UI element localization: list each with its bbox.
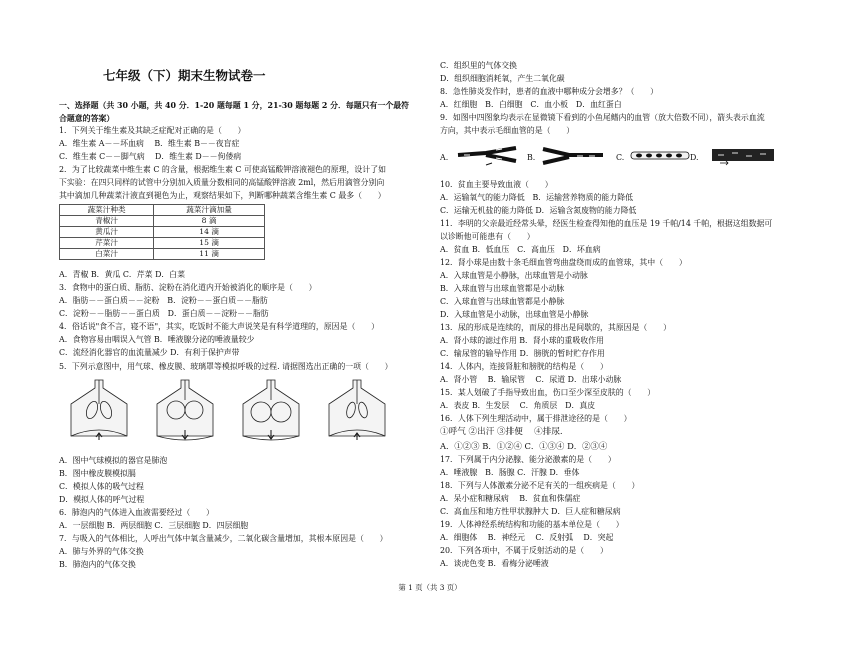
table-row bbox=[60, 216, 265, 227]
q10-options-ab: A．运输氧气的能力降低 B．运输营养物质的能力降低 bbox=[440, 193, 633, 202]
q7-option-d: D．组织细胞消耗氧，产生二氧化碳 bbox=[440, 74, 565, 83]
q4-options-ab: A．食物容易由咽误入气管 B．唾液腺分泌的唾液量较少 bbox=[59, 335, 255, 344]
q14-options: A．肾小管 B．输尿管 C．尿道 D．出球小动脉 bbox=[440, 375, 622, 384]
q13-options-cd: C．输尿管的输导作用 D．膀胱的暂时贮存作用 bbox=[440, 349, 605, 358]
q7-option-c: C．组织里的气体交换 bbox=[440, 61, 518, 70]
section-heading-cont: 合题意的答案） bbox=[59, 114, 115, 123]
blood-vessel-figures bbox=[456, 145, 818, 169]
q5-option-d: D．模拟人体的呼气过程 bbox=[59, 495, 145, 504]
q3-options-ab: A．脂肪－－蛋白质－－淀粉 B．淀粉－－蛋白质－－脂肪 bbox=[59, 296, 268, 305]
q20-option-a: A．谈虎色变 B．看梅分泌唾液 bbox=[440, 559, 549, 568]
question-6: 6．肺泡内的气体进入血液需要经过（ ） bbox=[59, 508, 214, 517]
vessel-image-d bbox=[712, 149, 774, 165]
q11-options: A．贫血 B．低血压 C．高血压 D．坏血病 bbox=[440, 245, 601, 254]
question-13: 13．尿的形成是连续的，而尿的排出是间歇的，其原因是（ ） bbox=[440, 323, 671, 332]
question-7: 7．与吸入的气体相比，人呼出气体中氧含量减少，二氧化碳含量增加，其根本原因是（ ） bbox=[59, 534, 388, 543]
question-19: 19．人体神经系统结构和功能的基本单位是（ ） bbox=[440, 520, 624, 529]
q17-options: A．唾液腺 B．肠腺 C．汗腺 D．垂体 bbox=[440, 468, 580, 477]
question-9-cont: 方向，其中表示毛细血管的是（ ） bbox=[440, 126, 575, 135]
question-9: 9．如图中四图象均表示在显微镜下看到的小鱼尾鳍内的血管（放大倍数不同），箭头表示血流 bbox=[440, 113, 765, 122]
question-1: 1．下列关于维生素及其缺乏症配对正确的是（ ） bbox=[59, 126, 246, 135]
table-cell: 8 滴 bbox=[154, 216, 265, 227]
question-2-cont: 下实验：在四只同样的试管中分别加入质量分数相同的高锰酸钾溶液 2ml，然后用滴管分别向 bbox=[59, 178, 385, 187]
q12-option-c: C．入球血管与出球血管都是小静脉 bbox=[440, 297, 565, 306]
q3-options-cd: C．淀粉－－脂肪－－蛋白质 D．蛋白质－－淀粉－－脂肪 bbox=[59, 309, 269, 318]
q16-options: A．①②③ B．①②④ C．①③④ D．②③④ bbox=[440, 441, 608, 451]
question-4: 4．俗话说"食不言，寝不语"，其实，吃饭时不能大声说笑是有科学道理的，原因是（ ） bbox=[59, 322, 380, 331]
question-15: 15．某人划破了手指导致出血，伤口至少深至皮肤的（ ） bbox=[440, 388, 656, 397]
table-header: 蔬菜汁滴加量 bbox=[154, 205, 265, 216]
table-header: 蔬菜汁种类 bbox=[60, 205, 154, 216]
q16-items: ①呼气 ②出汗 ③排便 ④排尿. bbox=[440, 427, 563, 437]
q1-options-ab: A．维生素 A－－坏血病 B．维生素 B－－夜盲症 bbox=[59, 139, 240, 148]
table-cell: 11 滴 bbox=[154, 249, 265, 260]
question-3: 3．食物中的蛋白质、脂肪、淀粉在消化道内开始被消化的顺序是（ ） bbox=[59, 283, 317, 292]
table-row bbox=[60, 227, 265, 238]
q18-options-ab: A．呆小症和糖尿病 B．贫血和侏儒症 bbox=[440, 494, 581, 503]
question-11: 11．李明的父亲最近经常头晕，经医生检查得知他的血压是 19 千帕/14 千帕，根据这组数据可 bbox=[440, 219, 773, 228]
table-cell: 白菜汁 bbox=[60, 249, 154, 260]
bell-jar-model-2 bbox=[157, 380, 213, 440]
section-heading: 一、选择题（共 30 小题，共 40 分．1-20 题每题 1 分，21-30 题每题 2 分．每题只有一个最符 bbox=[59, 101, 410, 110]
question-17: 17．下列属于内分泌腺、能分泌激素的是（ ） bbox=[440, 455, 616, 464]
question-10: 10．贫血主要导致血液（ ） bbox=[440, 180, 553, 189]
q2-options: A．青椒 B．黄瓜 C．芹菜 D．白菜 bbox=[59, 270, 186, 279]
bell-jar-model-4 bbox=[329, 380, 385, 440]
q8-options: A．红细胞 B．白细胞 C．血小板 D．血红蛋白 bbox=[440, 100, 622, 109]
q9-label-d: D. bbox=[690, 153, 699, 162]
vegetable-juice-table bbox=[59, 204, 265, 260]
q9-label-b: B. bbox=[527, 153, 536, 162]
bell-jar-model-3 bbox=[243, 380, 299, 440]
q1-options-cd: C．维生素 C－－脚气病 D．维生素 D－－佝偻病 bbox=[59, 152, 242, 161]
q19-options: A．细胞体 B．神经元 C．反射弧 D．突起 bbox=[440, 533, 614, 542]
question-2-cont2: 其中滴加几种蔬菜汁液直到褪色为止，观察结果如下，判断哪种蔬菜含维生素 C 最多（ ） bbox=[59, 191, 386, 200]
q9-label-a: A. bbox=[440, 153, 449, 162]
q13-options-ab: A．肾小球的滤过作用 B．肾小球的重吸收作用 bbox=[440, 336, 604, 345]
vessel-image-c bbox=[631, 152, 689, 159]
question-14: 14．人体内，连接肾脏和膀胱的结构是（ ） bbox=[440, 362, 608, 371]
q12-option-d: D．入球血管是小动脉，出球血管是小静脉 bbox=[440, 310, 589, 319]
breathing-model-figure bbox=[67, 378, 407, 448]
q12-option-a: A．入球血管是小静脉，出球血管是小动脉 bbox=[440, 271, 588, 280]
q7-option-a: A．肺与外界的气体交换 bbox=[59, 547, 144, 556]
q5-option-a: A．图中气球模拟的器官是肺泡 bbox=[59, 456, 168, 465]
table-cell: 黄瓜汁 bbox=[60, 227, 154, 238]
q10-options-cd: C．运输无机盐的能力降低 D．运输含氮废物的能力降低 bbox=[440, 206, 637, 215]
question-5: 5．下列示意图中，用气球、橡皮膜、玻璃罩等模拟呼吸的过程. 请据图选出正确的一项（ ） bbox=[59, 362, 393, 371]
table-row bbox=[60, 238, 265, 249]
q7-option-b: B．肺泡内的气体交换 bbox=[59, 560, 136, 569]
question-2: 2．为了比较蔬菜中维生素 C 的含量，根据维生素 C 可使高锰酸钾溶液褪色的原理，设计了如 bbox=[59, 165, 386, 174]
question-16: 16．人体下列生理活动中，属于排泄途径的是（ ） bbox=[440, 414, 632, 423]
question-12: 12．肾小球是由数十条毛细血管弯曲盘绕而成的血管球，其中（ ） bbox=[440, 258, 687, 267]
table-cell: 15 滴 bbox=[154, 238, 265, 249]
q12-option-b: B．入球血管与出球血管都是小动脉 bbox=[440, 284, 565, 293]
q5-option-c: C．模拟人体的吸气过程 bbox=[59, 482, 144, 491]
q15-options: A．表皮 B．生发层 C．角质层 D．真皮 bbox=[440, 401, 596, 410]
table-header-row bbox=[60, 205, 265, 216]
page-number: 第 1 页（共 3 页） bbox=[398, 583, 462, 592]
question-18: 18．下列与人体激素分泌不足有关的一组疾病是（ ） bbox=[440, 481, 640, 490]
question-20: 20．下列各项中，不属于反射活动的是（ ） bbox=[440, 546, 608, 555]
question-11-cont: 以诊断他可能患有（ ） bbox=[440, 232, 535, 241]
vessel-image-b bbox=[543, 149, 603, 163]
q5-option-b: B．图中橡皮膜模拟膈 bbox=[59, 469, 136, 478]
q9-label-c: C. bbox=[616, 153, 625, 162]
table-row bbox=[60, 249, 265, 260]
question-8: 8．急性肺炎发作时，患者的血液中哪种成分会增多？（ ） bbox=[440, 87, 659, 96]
page-title: 七年级（下）期末生物试卷一 bbox=[103, 68, 266, 83]
table-cell: 14 滴 bbox=[154, 227, 265, 238]
table-cell: 芹菜汁 bbox=[60, 238, 154, 249]
table-cell: 青椒汁 bbox=[60, 216, 154, 227]
vessel-image-a bbox=[458, 148, 516, 165]
q18-options-cd: C．高血压和地方性甲状腺肿大 D．巨人症和糖尿病 bbox=[440, 507, 621, 516]
q4-options-cd: C．流经消化器官的血流量减少 D．有利于保护声带 bbox=[59, 348, 240, 357]
bell-jar-model-1 bbox=[71, 380, 127, 440]
q6-options: A．一层细胞 B．两层细胞 C．三层细胞 D．四层细胞 bbox=[59, 521, 249, 530]
